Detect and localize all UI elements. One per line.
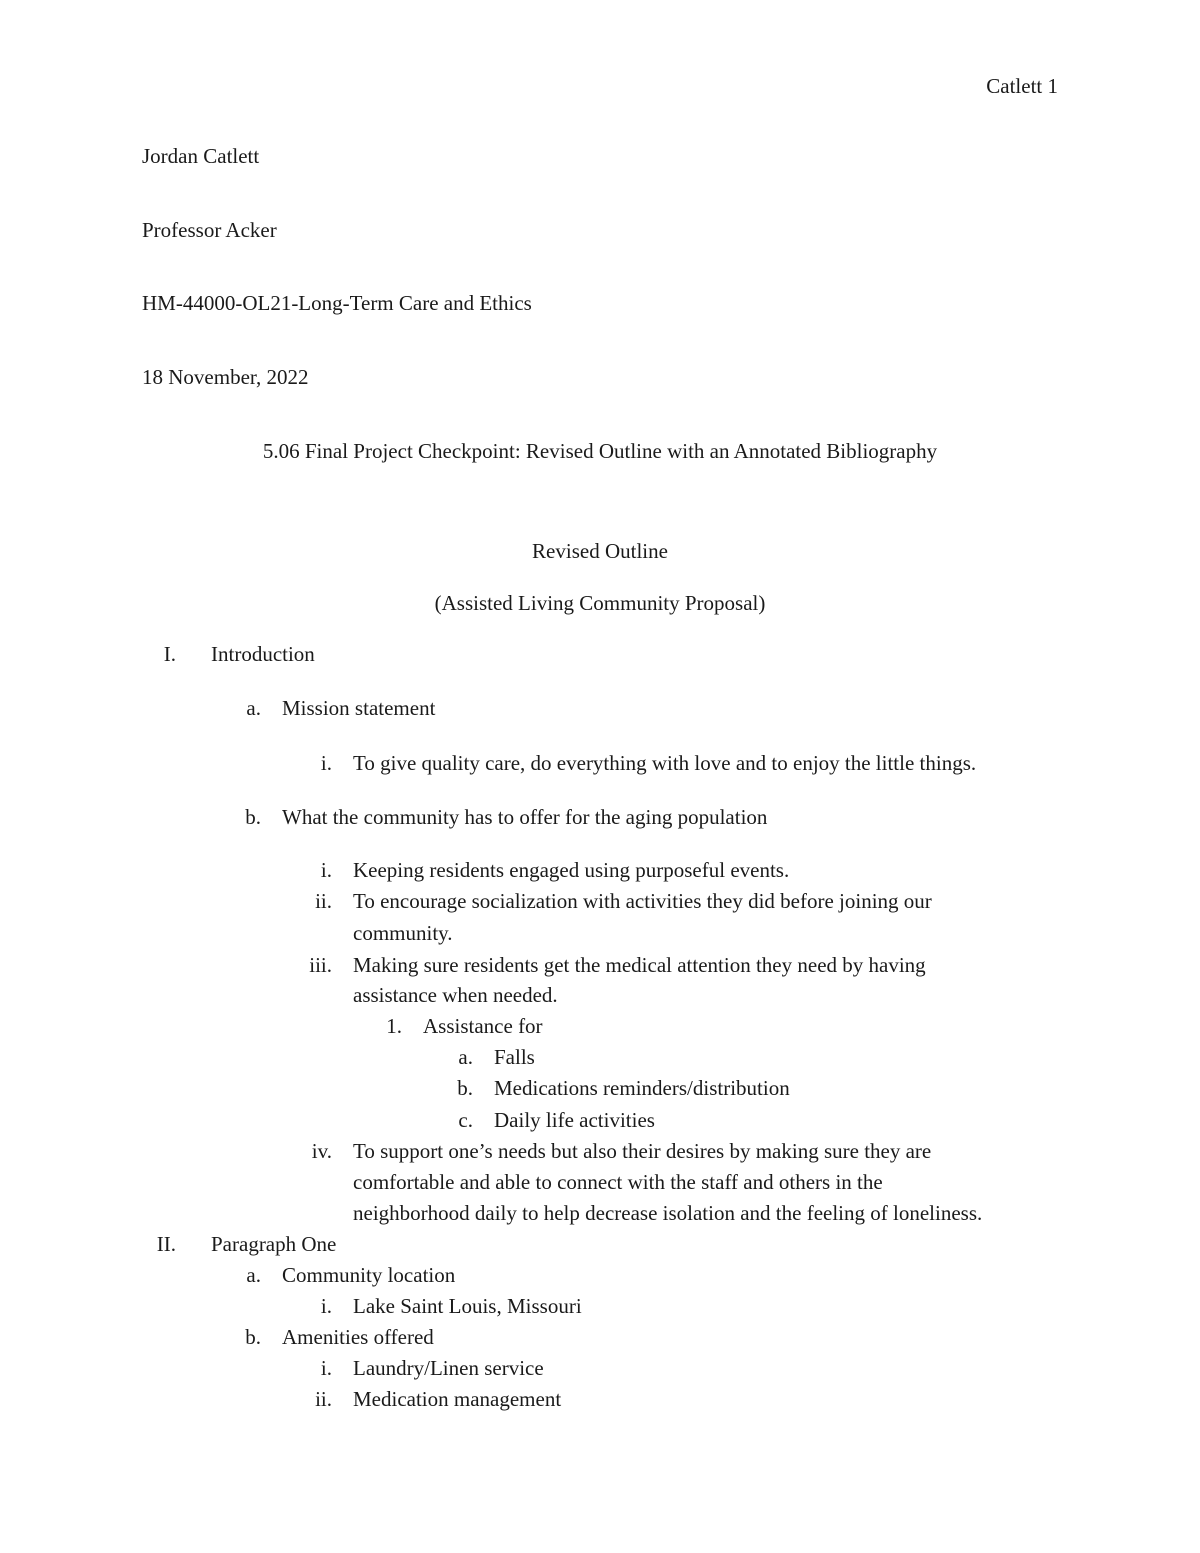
outline-marker-I-b: b.	[245, 805, 261, 829]
outline-item-introduction: Introduction	[211, 642, 315, 666]
running-head: Catlett 1	[986, 74, 1058, 98]
outline-item-laundry: Laundry/Linen service	[353, 1356, 544, 1380]
outline-item-medical-line1: Making sure residents get the medical attention they need by having	[353, 953, 926, 977]
outline-marker-I-b-iv: iv.	[311, 1139, 332, 1163]
outline-item-support-line1: To support one’s needs but also their desires by making sure they are	[353, 1139, 932, 1163]
outline-item-medications: Medications reminders/distribution	[494, 1076, 790, 1100]
outline-marker-assist-b: b.	[457, 1076, 473, 1100]
outline-marker-I-b-iii: iii.	[309, 953, 332, 977]
outline-marker-I-a: a.	[246, 696, 261, 720]
student-name: Jordan Catlett	[142, 144, 260, 168]
outline-item-community-offer: What the community has to offer for the aging population	[282, 805, 768, 829]
document-title: 5.06 Final Project Checkpoint: Revised Outline with an Annotated Bibliography	[262, 439, 938, 463]
outline-marker-I-b-iii-1: 1.	[386, 1014, 402, 1038]
outline-marker-II-b: b.	[245, 1325, 261, 1349]
outline-item-mission-text: To give quality care, do everything with love and to enjoy the little things.	[353, 751, 977, 775]
outline-marker-I-b-i: i.	[320, 858, 332, 882]
outline-item-support-line3: neighborhood daily to help decrease isolation and the feeling of loneliness.	[353, 1201, 983, 1225]
outline-marker-assist-c: c.	[458, 1108, 473, 1132]
section-title: Revised Outline	[532, 539, 668, 563]
outline-item-amenities: Amenities offered	[282, 1325, 434, 1349]
section-subtitle: (Assisted Living Community Proposal)	[434, 591, 766, 615]
outline-item-socialization-line1: To encourage socialization with activities they did before joining our	[353, 889, 932, 913]
course-name: HM-44000-OL21-Long-Term Care and Ethics	[142, 291, 532, 315]
outline-marker-II: II.	[156, 1232, 176, 1256]
outline-item-daily-life: Daily life activities	[494, 1108, 655, 1132]
outline-marker-II-a: a.	[246, 1263, 261, 1287]
outline-item-medication-management: Medication management	[353, 1387, 562, 1411]
outline-item-engaged: Keeping residents engaged using purposeful events.	[353, 858, 790, 882]
outline-item-paragraph-one: Paragraph One	[211, 1232, 337, 1256]
outline-item-medical-line2: assistance when needed.	[353, 983, 558, 1007]
outline-marker-I: I.	[163, 642, 176, 666]
outline-marker-I-b-ii: ii.	[315, 889, 332, 913]
professor-name: Professor Acker	[142, 218, 277, 242]
outline-item-falls: Falls	[494, 1045, 535, 1069]
outline-item-lake-saint-louis: Lake Saint Louis, Missouri	[353, 1294, 582, 1318]
outline-marker-II-b-ii: ii.	[315, 1387, 332, 1411]
outline-marker-assist-a: a.	[458, 1045, 473, 1069]
outline-item-socialization-line2: community.	[353, 921, 453, 945]
date: 18 November, 2022	[142, 365, 309, 389]
outline-item-assistance-for: Assistance for	[423, 1014, 543, 1038]
outline-marker-I-a-i: i.	[320, 751, 332, 775]
outline-item-mission-statement: Mission statement	[282, 696, 436, 720]
outline-item-community-location: Community location	[282, 1263, 456, 1287]
outline-marker-II-b-i: i.	[320, 1356, 332, 1380]
outline-item-support-line2: comfortable and able to connect with the staff and others in the	[353, 1170, 883, 1194]
outline-marker-II-a-i: i.	[320, 1294, 332, 1318]
